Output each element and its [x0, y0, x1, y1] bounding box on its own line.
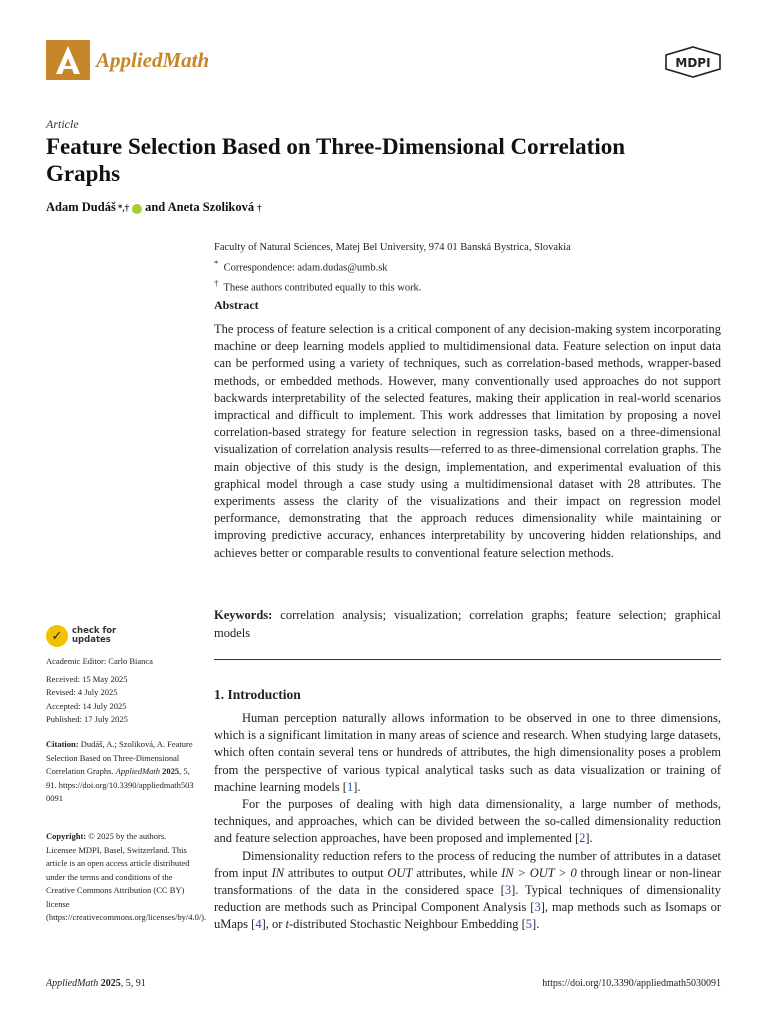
correspondence[interactable]: Correspondence: adam.dudas@umb.sk: [223, 262, 388, 273]
citation-link[interactable]: 4: [255, 917, 262, 932]
page-title: Feature Selection Based on Three-Dimensional Correlation Graphs: [46, 134, 626, 186]
copyright-text: © 2025 by the authors. Licensee MDPI, Basel, Switzerland. This article is an open access article distributed under the terms and conditions of the Creative Commons Attribution (CC BY) license (https://creativecommons.org/licenses/by/4.0/).: [46, 831, 207, 922]
received-date: Received: 15 May 2025: [46, 673, 128, 684]
mdpi-logo-text: MDPI: [675, 56, 711, 70]
affiliation: Faculty of Natural Sciences, Matej Bel University, 974 01 Banská Bystrica, Slovakia: [214, 242, 571, 253]
mdpi-logo-icon[interactable]: [664, 46, 722, 78]
abstract-text: The process of feature selection is a critical component of any decision-making system incorporating machine or deep learning models applied to multidimensional data. Feature selection on input data can be performed using a variety of techniques, such as correlation-based methods, wrapper-based methods, or embedded methods. However, many conventionally used approaches do not support backwards interpretability of the selected features, making their application in real-world scenarios impractical and difficult to implement. This work addresses that limitation by proposing a novel correlation-based strategy for feature selection in regression tasks, based on a three-dimensional visualization of correlation analysis results—referred to as three-dimensional correlation graphs. The main objective of this study is the design, implementation, and experimental evaluation of this graphical model through a case study using a multidimensional dataset with 28 attributes. The experiments assess the clarity of the visualizations and their impact on regression model performance, demonstrating that the approach reduces dimensionality while maintaining or improving predictive accuracy, enhances interpretability by uncovering hidden relationships, and achieves better or comparable results to conventional feature selection methods.: [214, 322, 721, 560]
equal-contribution-mark: †: [214, 277, 219, 288]
citation-block: [46, 738, 196, 806]
published-date: Published: 17 July 2025: [46, 714, 128, 724]
footer-doi-link[interactable]: https://doi.org/10.3390/appliedmath5030091: [542, 978, 721, 989]
academic-editor: Academic Editor: Carlo Bianca: [46, 656, 153, 666]
author-2-marks: †: [257, 202, 262, 213]
paragraph-3: Dimensionality reduction refers to the process of reducing the number of attributes in a dataset from input IN attributes to output OUT attributes, while IN > OUT > 0 through linear or non-linear transformations of the data in the considered space [3]. Typical techniques of dimensionality reduction are methods such as Principal Component Analysis [3], map methods such as Isomaps or uMaps [4], or t-distributed Stochastic Neighbour Embedding [5].: [214, 848, 721, 932]
article-dates: [46, 655, 196, 727]
body-text: [214, 710, 721, 934]
citation-link[interactable]: 3: [504, 883, 512, 898]
check-updates-line2: updates: [72, 635, 111, 645]
footer-volume: , 5, 91: [120, 978, 146, 989]
citation-year: 2025: [162, 766, 180, 776]
check-mark-icon: ✓: [46, 625, 68, 647]
keywords: [214, 607, 721, 642]
author-1[interactable]: Adam Dudáš: [46, 200, 116, 214]
accepted-date: Accepted: 14 July 2025: [46, 700, 127, 711]
citation-link[interactable]: 1: [346, 779, 354, 794]
keywords-list: correlation analysis; visualization; correlation graphs; feature selection; graphical models: [214, 608, 722, 640]
orcid-icon[interactable]: [132, 204, 142, 214]
citation-journal: AppliedMath: [115, 766, 161, 776]
check-updates-line1: check for: [72, 626, 117, 636]
keywords-label: Keywords:: [214, 608, 273, 622]
copyright-label: Copyright:: [46, 831, 87, 841]
correspondence-mark: *: [214, 257, 219, 268]
citation-link[interactable]: 2: [579, 831, 586, 846]
footer-journal: AppliedMath: [46, 978, 99, 989]
author-list: [46, 200, 262, 215]
section-heading: 1. Introduction: [214, 687, 301, 702]
article-type: Article: [46, 117, 79, 131]
author-1-marks: *,†: [117, 202, 130, 213]
revised-date: Revised: 4 July 2025: [46, 687, 118, 697]
check-for-updates-button[interactable]: [46, 625, 116, 647]
equal-contribution-note: These authors contributed equally to this work.: [223, 282, 422, 293]
author-2[interactable]: and Aneta Szoliková: [145, 200, 255, 214]
paragraph-2: For the purposes of dealing with high data dimensionality, a large number of methods, techniques, and approaches, which can be divided between the so-called dimensionality reduction and feature selection approaches, have been proposed and implemented [2].: [214, 797, 721, 846]
journal-name[interactable]: AppliedMath: [96, 48, 210, 72]
divider: [214, 659, 721, 660]
journal-logo-icon: [46, 40, 90, 80]
affiliations: [214, 241, 571, 296]
abstract-heading: Abstract: [214, 298, 259, 312]
citation-link[interactable]: 5: [525, 917, 533, 932]
footer-year: 2025: [100, 978, 121, 989]
citation-text: Dudáš, A.; Szoliková, A. Feature Selection Based on Three-Dimensional Correlation Graphs.: [46, 739, 193, 776]
citation-rest[interactable]: , 5, 91. https://doi.org/10.3390/appliedmath5030091: [46, 766, 194, 803]
citation-label: Citation:: [46, 739, 79, 749]
citation-link[interactable]: 3: [534, 900, 541, 915]
paragraph-1: Human perception naturally allows information to be observed in one to three dimensions, which is a significant limitation in many areas of science and research. When studying large datasets, which often contain several tens or hundreds of attributes, the high dimensionality poses a problem from the perspective of various typical analytical tasks such as data visualization or training of machine learning models [1].: [214, 711, 721, 794]
footer-citation: [46, 978, 146, 989]
copyright-block: [46, 830, 207, 925]
